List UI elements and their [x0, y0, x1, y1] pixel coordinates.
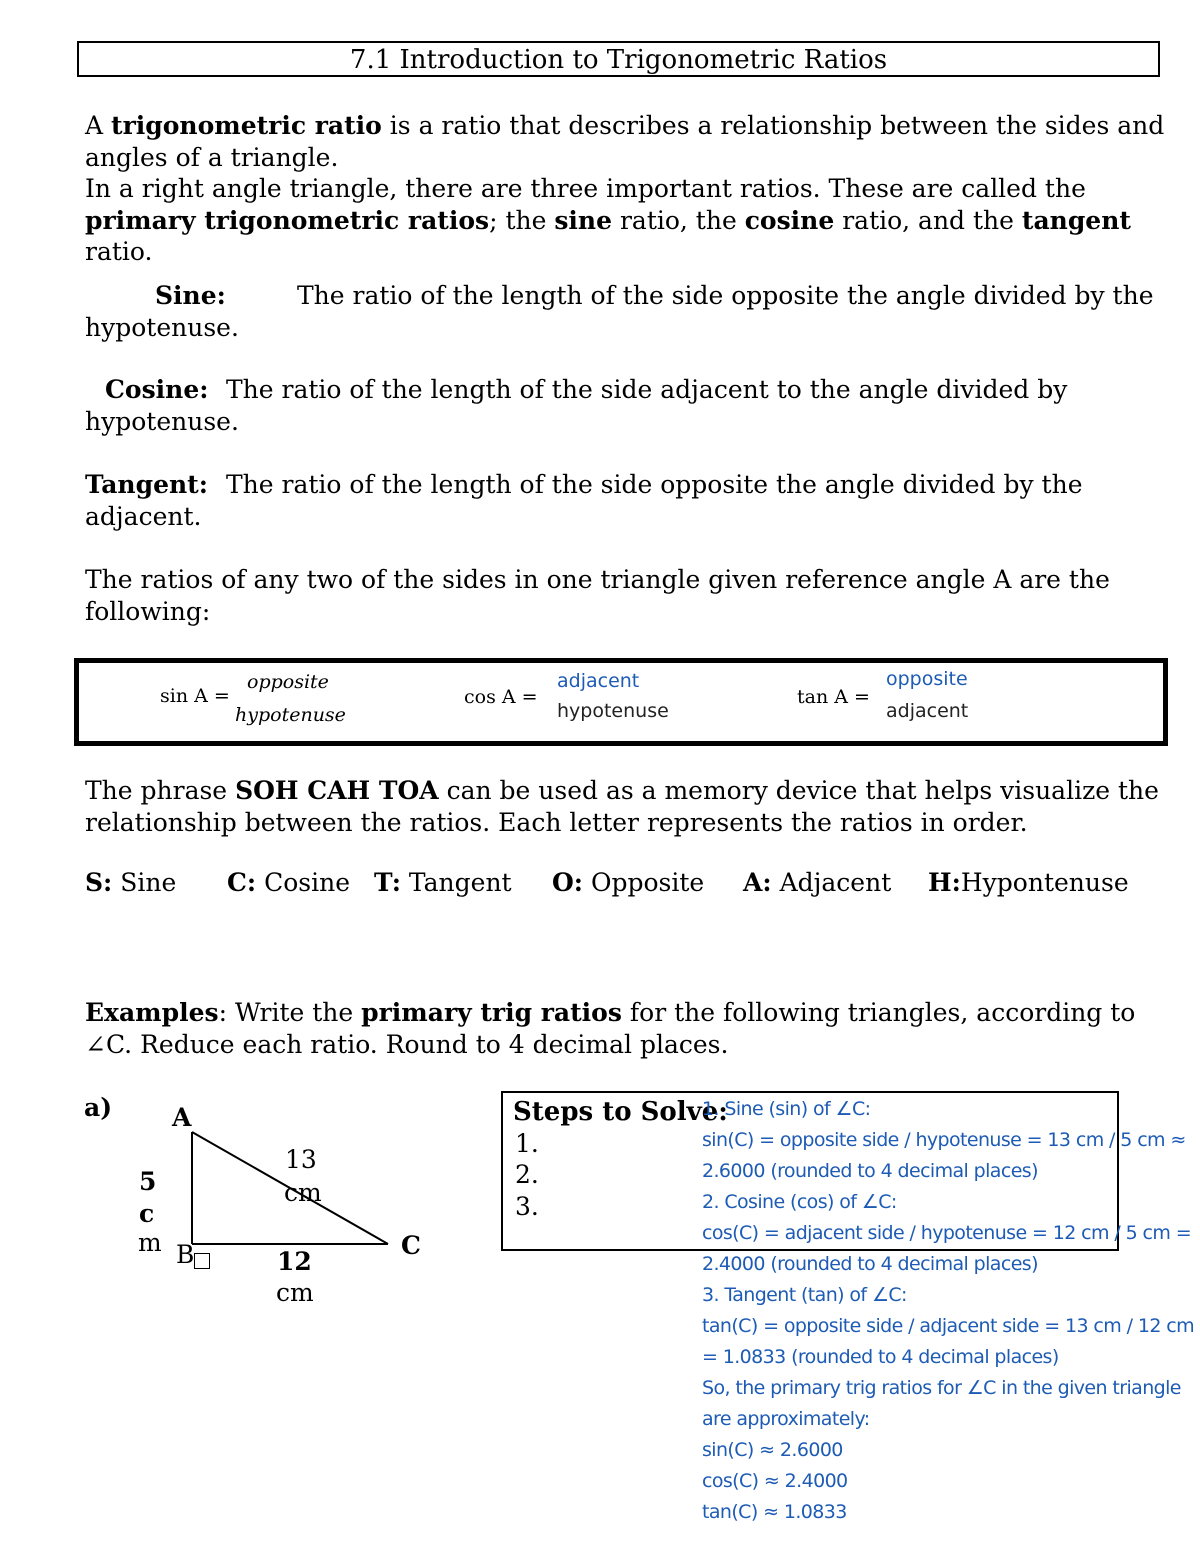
- cos-label: cos A =: [464, 686, 538, 708]
- solution-line: 3. Tangent (tan) of ∠C:: [702, 1284, 907, 1306]
- term-tangent: tangent: [1021, 205, 1131, 235]
- solution-line: sin(C) ≈ 2.6000: [702, 1439, 843, 1461]
- step-1: 1.: [515, 1129, 539, 1158]
- step-2: 2.: [515, 1160, 539, 1189]
- hypotenuse-unit: cm: [284, 1178, 322, 1207]
- tangent-text: The ratio of the length of the side opposite the angle divided by the adjacent.: [85, 470, 1083, 531]
- intro-text: ; the: [489, 205, 555, 235]
- acronym-o: O: Opposite: [552, 868, 705, 897]
- step-3: 3.: [515, 1192, 539, 1221]
- intro-text: ratio.: [85, 237, 153, 266]
- solution-line: So, the primary trig ratios for ∠C in the given triangle: [702, 1377, 1181, 1399]
- term-sine: sine: [554, 205, 613, 235]
- solution-line: 1. Sine (sin) of ∠C:: [702, 1098, 871, 1120]
- cosine-label: Cosine:: [105, 375, 209, 404]
- solution-line: cos(C) ≈ 2.4000: [702, 1470, 848, 1492]
- cosine-text: The ratio of the length of the side adjacent to the angle divided by hypotenuse.: [85, 375, 1068, 436]
- intro-text: is a ratio that describes a relationship between the sides and angles of a triangle.: [85, 111, 1165, 172]
- hypotenuse-length: 13: [285, 1145, 317, 1174]
- sine-text: The ratio of the length of the side opposite the angle divided by the hypotenuse.: [85, 281, 1154, 342]
- solution-line: sin(C) = opposite side / hypotenuse = 13 cm / 5 cm ≈: [702, 1129, 1186, 1151]
- acronym-s: S: Sine: [85, 868, 177, 897]
- tangent-label: Tangent:: [85, 470, 208, 499]
- examples-label: Examples: [85, 998, 219, 1027]
- solution-line: 2.4000 (rounded to 4 decimal places): [702, 1253, 1038, 1275]
- solution-line: cos(C) = adjacent side / hypotenuse = 12 cm / 5 cm =: [702, 1222, 1192, 1244]
- sin-denominator: hypotenuse: [235, 704, 346, 726]
- intro-text: ratio, the: [612, 205, 745, 235]
- vertex-b: B: [176, 1240, 195, 1269]
- tan-label: tan A =: [797, 686, 870, 708]
- soh-text: The phrase: [85, 776, 236, 805]
- term-trigonometric-ratio: trigonometric ratio: [111, 111, 382, 140]
- part-a-label: a): [84, 1093, 113, 1122]
- side-ab-unit-m: m: [138, 1228, 162, 1257]
- examples-paragraph: Examples: Write the primary trig ratios for the following triangles, according to ∠C. Reduce each ratio. Round to 4 decimal places.: [85, 998, 1136, 1059]
- intro-text: In a right angle triangle, there are three important ratios. These are called the: [85, 174, 1086, 203]
- page-title: 7.1 Introduction to Trigonometric Ratios: [77, 41, 1160, 77]
- side-bc-length: 12: [277, 1247, 312, 1276]
- cos-numerator: adjacent: [557, 670, 640, 692]
- term-primary-ratios: primary trigonometric ratios: [85, 205, 490, 235]
- intro-text: ratio, and the: [834, 205, 1022, 235]
- solution-line: are approximately:: [702, 1408, 870, 1430]
- term-cosine: cosine: [744, 205, 835, 235]
- sin-numerator: opposite: [247, 671, 329, 693]
- solution-line: = 1.0833 (rounded to 4 decimal places): [702, 1346, 1059, 1368]
- acronym-t: T: Tangent: [374, 868, 512, 897]
- vertex-c: C: [401, 1231, 421, 1260]
- side-bc-unit: cm: [276, 1278, 314, 1307]
- steps-title: Steps to Solve:: [513, 1097, 728, 1127]
- solution-text: [702, 1094, 1197, 1528]
- intro-text: A: [85, 111, 112, 140]
- solution-line: tan(C) = opposite side / adjacent side = 13 cm / 12 cm: [702, 1315, 1195, 1337]
- acronym-a: A: Adjacent: [743, 868, 892, 897]
- cos-denominator: hypotenuse: [557, 700, 669, 722]
- solution-line: 2.6000 (rounded to 4 decimal places): [702, 1160, 1038, 1182]
- term-primary-trig-ratios: primary trig ratios: [361, 998, 622, 1027]
- acronym-c: C: Cosine: [227, 868, 350, 897]
- right-angle-marker: [194, 1253, 210, 1269]
- acronym-h: H:Hypontenuse: [928, 868, 1129, 897]
- vertex-a: A: [172, 1103, 192, 1132]
- solution-line: tan(C) ≈ 1.0833: [702, 1501, 847, 1523]
- side-ab-unit-c: c: [139, 1199, 155, 1228]
- sine-label: Sine:: [155, 281, 226, 310]
- soh-cah-toa: SOH CAH TOA: [235, 776, 439, 805]
- tan-denominator: adjacent: [886, 700, 969, 722]
- ratios-intro: The ratios of any two of the sides in one triangle given reference angle A are the following:: [85, 565, 1110, 626]
- tan-numerator: opposite: [886, 668, 968, 690]
- sin-label: sin A =: [160, 685, 230, 707]
- side-ab-length: 5: [139, 1167, 157, 1196]
- solution-line: 2. Cosine (cos) of ∠C:: [702, 1191, 897, 1213]
- soh-text: can be used as a memory device that helps visualize the relationship between the ratios. Each letter represents the ratios in order.: [85, 776, 1159, 837]
